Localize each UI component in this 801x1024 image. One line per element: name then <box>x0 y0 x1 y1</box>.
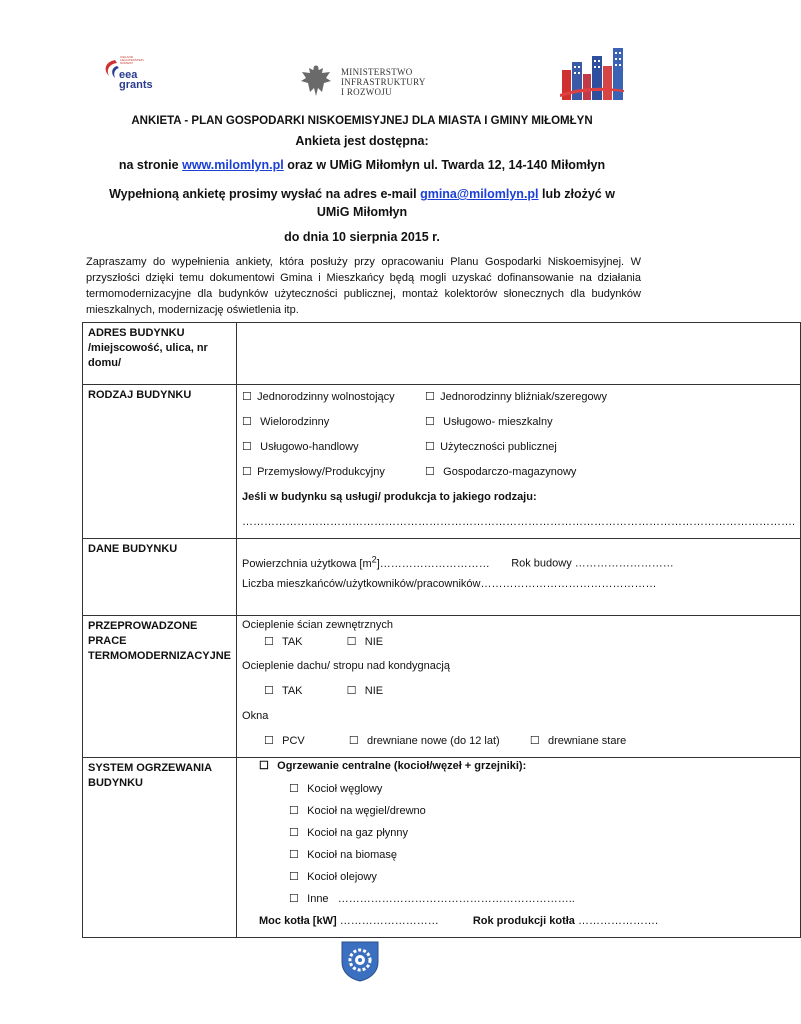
ministry-logo <box>297 62 437 102</box>
building-data-fields <box>237 539 801 616</box>
year-built-field[interactable]: Rok budowy ……………………… <box>511 557 674 570</box>
address-label: ADRES BUDYNKU /miejscowość, ulica, nr domu/ <box>83 323 237 385</box>
boiler-year-field[interactable]: Rok produkcji kotła …………………. <box>472 915 659 927</box>
eagle-icon <box>297 62 335 100</box>
address-input[interactable] <box>237 323 801 385</box>
city-buildings-icon <box>560 44 625 102</box>
option-jednorodzinny-wolnostojacy[interactable]: ☐ Jednorodzinny wolnostojący <box>242 391 395 403</box>
option-uslugowo-handlowy[interactable]: ☐ Usługowo-handlowy <box>242 441 359 453</box>
option-uslugowo-mieszkalny[interactable]: ☐ Usługowo- mieszkalny <box>425 416 553 428</box>
building-type-label: RODZAJ BUDYNKU <box>83 385 237 539</box>
roof-options <box>242 679 795 704</box>
boiler-option[interactable]: ☐ Kocioł olejowy <box>289 871 377 883</box>
building-data-label: DANE BUDYNKU <box>83 539 237 616</box>
form-subtitle: Ankieta jest dostępna: <box>295 134 429 148</box>
boiler-other-option[interactable]: ☐ Inne ……………………………………………………….. <box>289 893 575 905</box>
windows-wood-new[interactable]: ☐ drewniane nowe (do 12 lat) <box>348 735 500 747</box>
thermo-row <box>83 616 801 758</box>
email-link[interactable]: gmina@milomlyn.pl <box>420 187 539 201</box>
boiler-options <box>259 778 795 910</box>
boiler-option[interactable]: ☐ Kocioł na biomasę <box>289 849 398 861</box>
ministry-text: MINISTERSTWO INFRASTRUKTURY I ROZWOJU <box>341 67 426 97</box>
option-gospodarczo-magazynowy[interactable]: ☐ Gospodarczo-magazynowy <box>425 466 577 478</box>
services-question: Jeśli w budynku są usługi/ produkcja to jakiego rodzaju: <box>242 491 537 503</box>
option-wielorodzinny[interactable]: ☐ Wielorodzinny <box>242 416 330 428</box>
building-type-options <box>237 385 801 539</box>
form-title: ANKIETA - PLAN GOSPODARKI NISKOEMISYJNEJ DLA MIASTA I GMINY MIŁOMŁYN <box>131 115 593 127</box>
central-heating-option[interactable]: ☐ Ogrzewanie centralne (kocioł/węzeł + grzejniki): <box>259 760 527 772</box>
thermo-label: PRZEPROWADZONE PRACE TERMOMODERNIZACYJNE <box>83 616 237 758</box>
boiler-power-field[interactable]: Moc kotła [kW] ……………………… <box>259 915 439 927</box>
windows-wood-old[interactable]: ☐ drewniane stare <box>529 735 627 747</box>
survey-table <box>82 322 801 938</box>
windows-options <box>242 729 795 754</box>
boiler-option[interactable]: ☐ Kocioł na węgiel/drewno <box>289 805 426 817</box>
heating-row <box>83 758 801 938</box>
walls-yes[interactable]: ☐ TAK <box>264 636 303 648</box>
area-field[interactable]: Powierzchnia użytkowa $[m^2]\dots\dots\dots\dots\dots\dots\dots\dots\dots\dots$ <box>242 554 490 570</box>
boiler-option[interactable]: ☐ Kocioł węglowy <box>289 783 383 795</box>
roof-no[interactable]: ☐ NIE <box>346 685 384 697</box>
walls-label: Ocieplenie ścian zewnętrznych <box>242 619 394 631</box>
services-input[interactable]: ……………………………………………………………………………………………………………………………………. <box>242 516 796 528</box>
roof-yes[interactable]: ☐ TAK <box>264 685 303 697</box>
address-row <box>83 323 801 385</box>
send-instructions: Wypełnioną ankietę prosimy wysłać na adres e-mail gmina@milomlyn.pl lub złożyć w UMiG Miłomłyn <box>109 187 615 219</box>
residents-field[interactable]: Liczba mieszkańców/użytkowników/pracowników………………………………………… <box>242 578 657 590</box>
intro-paragraph: Zapraszamy do wypełnienia ankiety, która posłuży przy opracowaniu Planu Gospodarki Niskoemisyjnej. W przyszłości dzięki temu dokumentowi Gmina i Mieszkańcy będą mogli uzyskać dofinansowanie na działania termomodernizacyjne dla budynków użyteczności publicznej, montaż kolektorów słonecznych dla budynków mieszkalnych, modernizację oświetlenia itp. <box>86 256 641 316</box>
eea-swoosh-icon <box>103 58 119 80</box>
building-data-row <box>83 539 801 616</box>
boiler-details <box>259 910 795 932</box>
option-uzytecznosci-publicznej[interactable]: ☐ Użyteczności publicznej <box>425 441 557 453</box>
heating-label: SYSTEM OGRZEWANIA BUDYNKU <box>83 758 237 938</box>
boiler-option[interactable]: ☐ Kocioł na gaz płynny <box>289 827 409 839</box>
walls-options <box>242 634 795 654</box>
walls-no[interactable]: ☐ NIE <box>346 636 384 648</box>
website-link[interactable]: www.milomlyn.pl <box>182 158 284 172</box>
header-logos <box>0 0 724 110</box>
gmina-emblem-icon <box>339 940 381 982</box>
eea-grants-logo: ICELAND LIECHTENSTEIN NORWAY eea grants <box>103 56 163 96</box>
windows-label: Okna <box>242 710 269 722</box>
deadline: do dnia 10 sierpnia 2015 r. <box>284 230 440 244</box>
option-jednorodzinny-blizniak[interactable]: ☐ Jednorodzinny bliźniak/szeregowy <box>425 391 608 403</box>
availability-line: na stronie www.milomlyn.pl oraz w UMiG Miłomłyn ul. Twarda 12, 14-140 Miłomłyn <box>118 158 606 172</box>
thermo-fields <box>237 616 801 758</box>
windows-pcv[interactable]: ☐ PCV <box>264 735 305 747</box>
option-przemyslowy[interactable]: ☐ Przemysłowy/Produkcyjny <box>242 466 385 478</box>
building-type-row <box>83 385 801 539</box>
roof-label: Ocieplenie dachu/ stropu nad kondygnacją <box>242 660 450 672</box>
heating-fields <box>237 758 801 938</box>
